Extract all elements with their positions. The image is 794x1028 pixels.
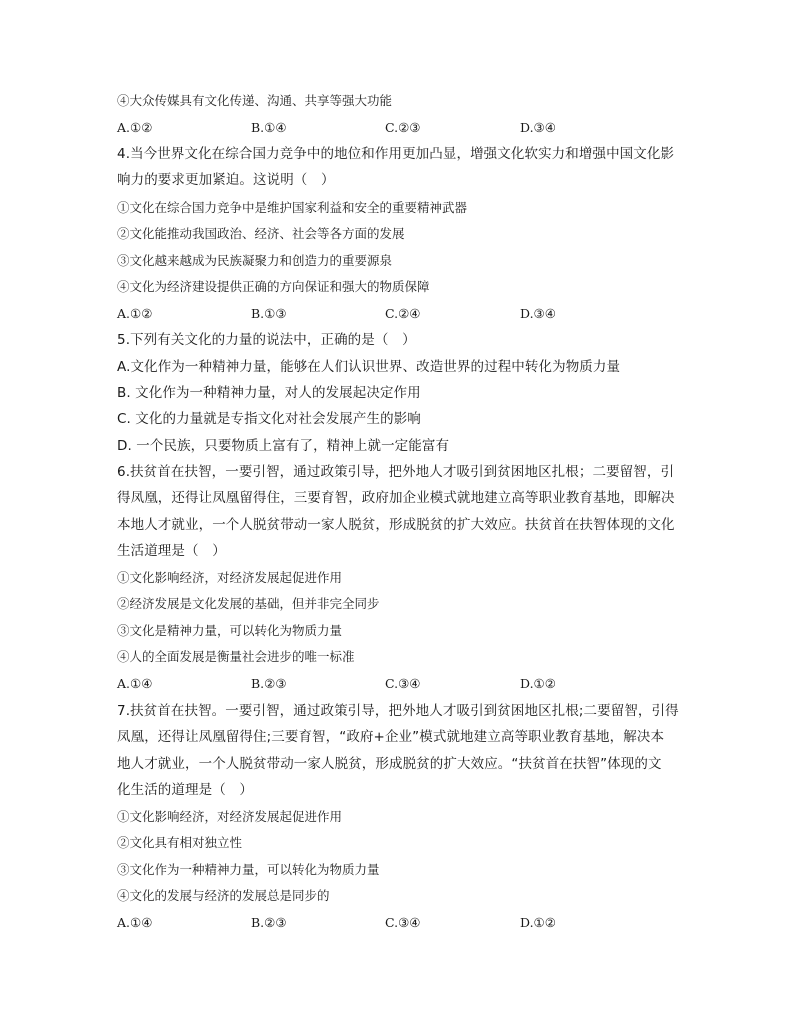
q7-stem-line-2: 凤凰，还得让凤凰留得住;三要育智，“政府+企业”模式就地建立高等职业教育基地，解决本 bbox=[117, 729, 665, 745]
q6-stem-line-2: 得凤凰，还得让凤凰留得住，三要育智，政府加企业模式就地建立高等职业教育基地，即解决 bbox=[117, 490, 675, 506]
prev-item-4: ④大众传媒具有文化传递、沟通、共享等强大功能 bbox=[117, 93, 393, 108]
q6-item-1: ①文化影响经济，对经济发展起促进作用 bbox=[117, 570, 343, 585]
option-a: A.①② bbox=[117, 120, 153, 135]
option-a: A.①④ bbox=[117, 676, 153, 691]
q7-item-3: ③文化作为一种精神力量，可以转化为物质力量 bbox=[117, 862, 380, 877]
option-c: C.②④ bbox=[385, 306, 421, 321]
q5-choice-a: A.文化作为一种精神力量，能够在人们认识世界、改造世界的过程中转化为物质力量 bbox=[117, 359, 621, 375]
option-c: C.②③ bbox=[385, 120, 421, 135]
q7-item-2: ②文化具有相对独立性 bbox=[117, 835, 243, 850]
q6-stem-line-4: 生活道理是（ ） bbox=[117, 543, 226, 559]
q7-item-4: ④文化的发展与经济的发展总是同步的 bbox=[117, 888, 330, 903]
option-a: A.①② bbox=[117, 306, 153, 321]
q5-choice-d: D. 一个民族，只要物质上富有了，精神上就一定能富有 bbox=[117, 438, 450, 454]
q6-item-4: ④人的全面发展是衡量社会进步的唯一标准 bbox=[117, 649, 355, 664]
option-b: B.②③ bbox=[251, 915, 287, 930]
q7-item-1: ①文化影响经济，对经济发展起促进作用 bbox=[117, 809, 343, 824]
option-b: B.②③ bbox=[251, 676, 287, 691]
q6-stem-line-3: 本地人才就业，一个人脱贫带动一家人脱贫，形成脱贫的扩大效应。扶贫首在扶智体现的文化 bbox=[117, 517, 675, 533]
option-d: D.③④ bbox=[520, 120, 556, 135]
q7-stem-line-3: 地人才就业，一个人脱贫带动一家人脱贫，形成脱贫的扩大效应。“扶贫首在扶智”体现的文 bbox=[117, 756, 662, 772]
q6-stem-line-1: 6.扶贫首在扶智，一要引智，通过政策引导，把外地人才吸引到贫困地区扎根；二要留智，引 bbox=[117, 464, 675, 480]
q4-item-1: ①文化在综合国力竞争中是维护国家利益和安全的重要精神武器 bbox=[117, 200, 468, 215]
q4-item-4: ④文化为经济建设提供正确的方向保证和强大的物质保障 bbox=[117, 279, 430, 294]
q5-choice-c: C. 文化的力量就是专指文化对社会发展产生的影响 bbox=[117, 411, 421, 427]
option-b: B.①③ bbox=[251, 306, 287, 321]
q4-stem-line-1: 4.当今世界文化在综合国力竞争中的地位和作用更加凸显，增强文化软实力和增强中国文化影 bbox=[117, 146, 675, 162]
option-d: D.③④ bbox=[520, 306, 556, 321]
option-b: B.①④ bbox=[251, 120, 287, 135]
q7-stem-line-1: 7.扶贫首在扶智。一要引智，通过政策引导，把外地人才吸引到贫困地区扎根;二要留智，引得 bbox=[117, 703, 679, 719]
option-d: D.①② bbox=[520, 676, 556, 691]
q5-choice-b: B. 文化作为一种精神力量，对人的发展起决定作用 bbox=[117, 385, 421, 401]
q6-item-2: ②经济发展是文化发展的基础，但并非完全同步 bbox=[117, 596, 380, 611]
q7-stem-line-4: 化生活的道理是（ ） bbox=[117, 782, 253, 798]
q5-stem: 5.下列有关文化的力量的说法中，正确的是（ ） bbox=[117, 332, 416, 348]
q4-item-2: ②文化能推动我国政治、经济、社会等各方面的发展 bbox=[117, 226, 405, 241]
option-c: C.③④ bbox=[385, 676, 421, 691]
q6-item-3: ③文化是精神力量，可以转化为物质力量 bbox=[117, 623, 343, 638]
option-c: C.③④ bbox=[385, 915, 421, 930]
q4-stem-line-2: 响力的要求更加紧迫。这说明（ ） bbox=[117, 172, 335, 188]
option-a: A.①④ bbox=[117, 915, 153, 930]
q4-item-3: ③文化越来越成为民族凝聚力和创造力的重要源泉 bbox=[117, 253, 393, 268]
option-d: D.①② bbox=[520, 915, 556, 930]
